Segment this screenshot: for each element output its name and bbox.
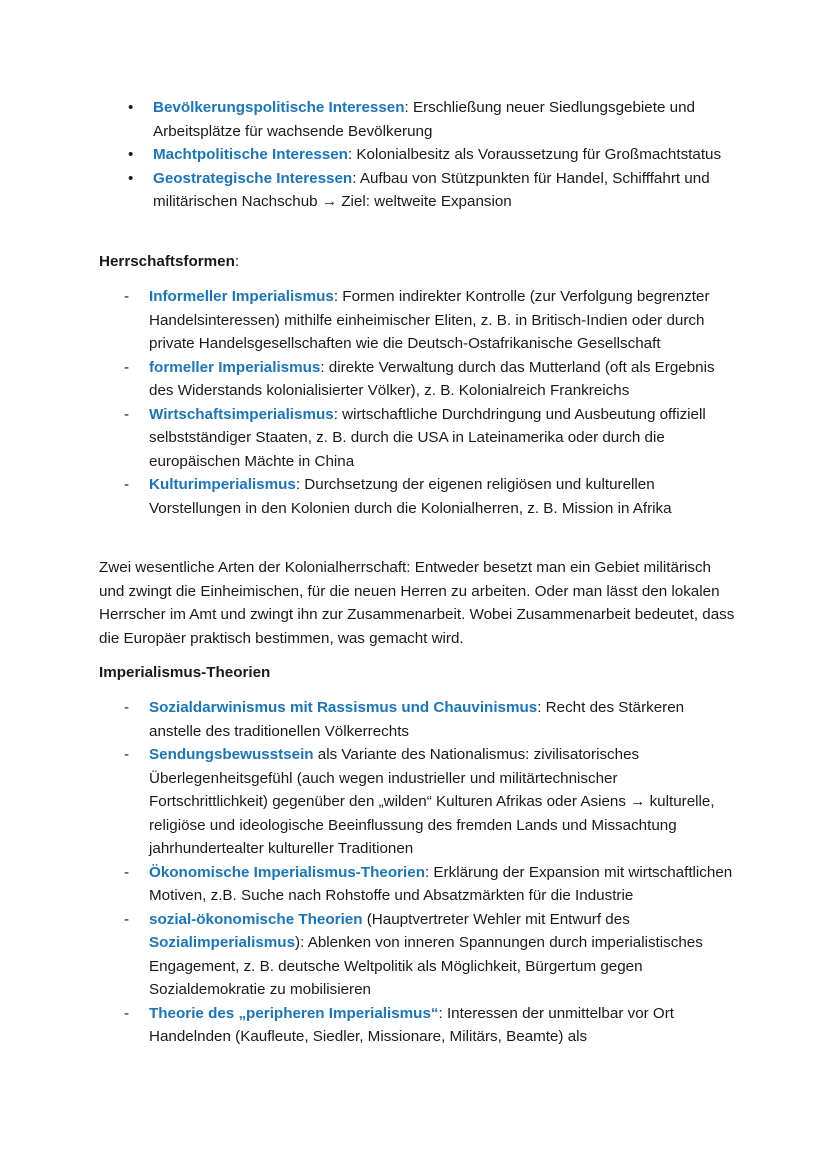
dash-icon: -	[124, 288, 130, 305]
description: : Interessen der unmittelbar vor Ort Handelnden (Kaufleute, Siedler, Missionare, Militärs, Beamte) als	[149, 1004, 675, 1045]
term: sozial-ökonomische Theorien	[149, 910, 363, 928]
list-item	[0, 696, 828, 743]
description: : Erklärung der Expansion mit wirtschaftlichen Motiven, z.B. Suche nach Rohstoffe und Absatzmärkten für die Industrie	[149, 863, 733, 904]
dash-icon: -	[124, 358, 130, 376]
term: Kulturimperialismus	[149, 476, 296, 493]
dash-icon: -	[124, 910, 130, 928]
list-item	[0, 403, 828, 474]
list-item	[0, 167, 828, 214]
bullet-icon: •	[128, 146, 134, 163]
section-heading-herrschaftsformen: Herrschaftsformen:	[99, 253, 240, 270]
term: Machtpolitische Interessen	[153, 146, 348, 163]
description: : Aufbau von Stützpunkten für Handel, Schifffahrt und militärischen Nachschub → Ziel: weltweite Expansion	[153, 169, 710, 210]
dash-icon: -	[124, 699, 130, 716]
description: als Variante des Nationalismus: zivilisatorisches Überlegenheitsgefühl (auch wegen industrieller und militärtechnischer Fortschrittlichkeit) gegenüber den „wilden“ Kulturen Afrikas oder Asiens → kulturelle, religiöse und ideologische Beeinflussung des fremden Lands und Missachtung jahrhundertealter kultureller Traditionen	[149, 746, 715, 857]
list-item	[0, 143, 828, 167]
term: Sozialimperialismus	[149, 934, 296, 951]
term: formeller Imperialismus	[149, 358, 321, 376]
term: Ökonomische Imperialismus-Theorien	[149, 863, 425, 881]
dash-icon: -	[124, 746, 130, 763]
dash-icon: -	[124, 1004, 130, 1022]
theorien-list	[0, 696, 828, 1049]
dash-icon: -	[124, 405, 130, 423]
description: : Kolonialbesitz als Voraussetzung für Großmachtstatus	[347, 146, 722, 163]
term: Informeller Imperialismus	[149, 288, 334, 305]
body-paragraph: Zwei wesentliche Arten der Kolonialherrschaft: Entweder besetzt man ein Gebiet militärisch und zwingt die Einheimischen, für die neuen Herren zu arbeiten. Oder man lässt den lokalen Herrscher im Amt und zwingt ihn zur Zusammenarbeit. Wobei Zusammenarbeit bedeutet, dass die Europäer praktisch bestimmen, was gemacht wird.	[99, 559, 735, 647]
interests-list	[0, 96, 828, 214]
list-item	[0, 473, 828, 520]
section-heading-theorien: Imperialismus-Theorien	[99, 664, 271, 681]
description: : direkte Verwaltung durch das Mutterland (oft als Ergebnis des Widerstands kolonialisierter Völker), z. B. Kolonialreich Frankreichs	[149, 358, 715, 399]
list-item	[0, 96, 828, 143]
description: : Recht des Stärkeren anstelle des traditionellen Völkerrechts	[149, 699, 685, 740]
description: : Formen indirekter Kontrolle (zur Verfolgung begrenzter Handelsinteressen) mithilfe einheimischer Eliten, z. B. in Britisch-Indien oder durch private Handelsgesellschaften wie die Deutsch-Ostafrikanische Gesellschaft	[149, 288, 710, 352]
description: : Durchsetzung der eigenen religiösen und kulturellen Vorstellungen in den Kolonien durch die Kolonialherren, z. B. Mission in Afrika	[149, 476, 672, 517]
list-item	[0, 285, 828, 356]
term: Theorie des „peripheren Imperialismus“	[149, 1004, 439, 1022]
list-item	[0, 861, 828, 908]
term: Geostrategische Interessen	[153, 169, 353, 187]
list-item	[0, 1002, 828, 1049]
list-item	[0, 743, 828, 861]
herrschaftsformen-list	[0, 285, 828, 520]
term: Bevölkerungspolitische Interessen	[153, 99, 405, 116]
dash-icon: -	[124, 476, 130, 493]
term: Wirtschaftsimperialismus	[149, 405, 334, 423]
bullet-icon: •	[128, 169, 134, 187]
term: Sendungsbewusstsein	[149, 746, 314, 763]
list-item	[0, 356, 828, 403]
description: ): Ablenken von inneren Spannungen durch imperialistisches Engagement, z. B. deutsche Weltpolitik als Möglichkeit, Bürgertum gegen Sozialdemokratie zu mobilisieren	[149, 934, 703, 998]
description: (Hauptvertreter Wehler mit Entwurf des	[362, 910, 630, 928]
dash-icon: -	[124, 863, 130, 881]
term: Sozialdarwinismus mit Rassismus und Chauvinismus	[149, 699, 538, 716]
bullet-icon: •	[128, 99, 134, 116]
list-item	[0, 908, 828, 1002]
description: : wirtschaftliche Durchdringung und Ausbeutung offiziell selbstständiger Staaten, z. B. durch die USA in Lateinamerika oder durch die europäischen Mächte in China	[149, 405, 706, 470]
description: : Erschließung neuer Siedlungsgebiete und Arbeitsplätze für wachsende Bevölkerung	[153, 99, 695, 140]
